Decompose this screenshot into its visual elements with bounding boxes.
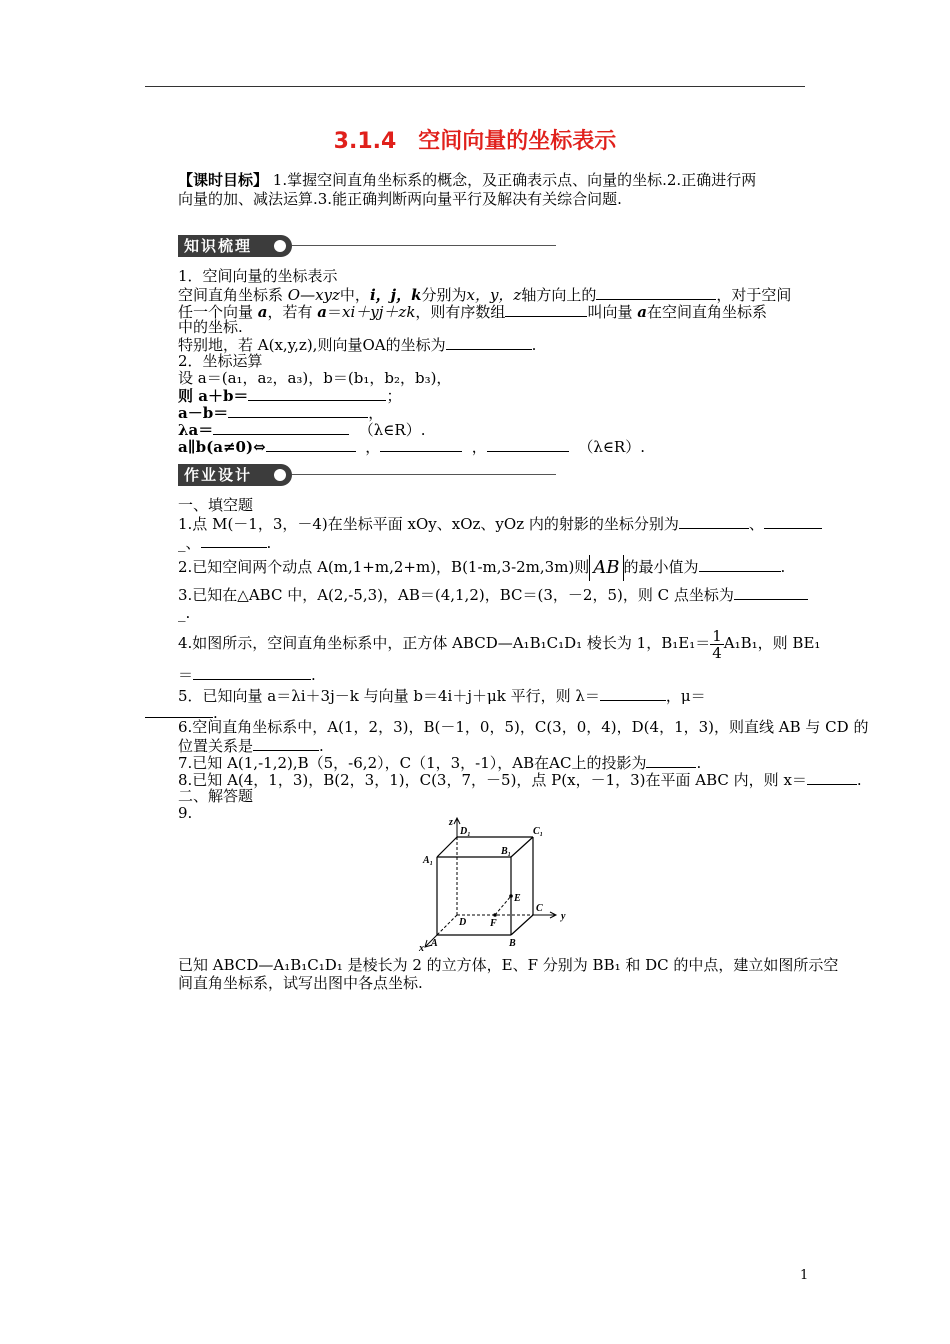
answer-blank[interactable] <box>201 533 267 548</box>
text: 2.已知空间两个动点 A(m,1+m,2+m)，B(1-m,3-2m,3m)则 <box>178 558 590 576</box>
banner-dot-icon <box>274 469 286 481</box>
label-d1: D₁ <box>460 826 471 837</box>
text: . <box>213 704 218 722</box>
question-8 <box>178 770 862 789</box>
text: . <box>696 754 702 772</box>
text: 在空间直角坐标系 <box>646 303 767 321</box>
text: 的最小值为 <box>623 558 699 576</box>
text: _. <box>178 604 191 622</box>
abs-ab: AB <box>589 555 623 581</box>
text: xi＋yj＋zk <box>342 303 416 321</box>
point-f <box>493 913 497 917</box>
text: 分别为 <box>421 286 467 304</box>
label-y: y <box>561 911 566 922</box>
text: . <box>311 666 316 684</box>
banner-rule <box>292 245 556 246</box>
question-2 <box>178 554 785 581</box>
page-number: 1 <box>800 1268 809 1283</box>
text: ， <box>368 404 384 422</box>
text: a <box>317 303 328 321</box>
banner-label: 作业设计 <box>178 464 292 486</box>
text: _、 <box>178 534 201 552</box>
label-a: A <box>431 938 438 949</box>
label-e: E <box>514 893 521 904</box>
answer-blank[interactable] <box>248 386 386 401</box>
knowledge-heading-1: 1．空间向量的坐标表示 <box>178 267 338 285</box>
page-title: 3.1.4 空间向量的坐标表示 <box>333 129 617 154</box>
label-d: D <box>459 917 467 928</box>
text: 特别地，若 A(x,y,z),则向量OA的坐标为 <box>178 336 446 354</box>
answer-blank[interactable] <box>679 514 749 529</box>
text: 8.已知 A(4，1，3)，B(2，3，1)，C(3，7，－5)，点 P(x，－1，3)在平面 ABC 内，则 x＝ <box>178 771 807 789</box>
text: 轴方向上的 <box>521 286 597 304</box>
text: 1.点 M(－1，3，－4)在坐标平面 xOy、xOz、yOz 内的射影的坐标分别为 <box>178 515 679 533</box>
numerator: 1 <box>712 626 722 645</box>
text: 7.已知 A(1,-1,2),B（5，-6,2），C（1，3，-1），AB在AC上的投影为 <box>178 754 647 772</box>
label-a1: A₁ <box>423 855 434 866</box>
text: 位置关系是 <box>178 737 254 755</box>
question-9-text-1: 已知 ABCD—A₁B₁C₁D₁ 是棱长为 2 的立方体，E、F 分别为 BB₁ 和 DC 的中点，建立如图所示空 <box>178 956 839 974</box>
question-9-text-2: 间直角坐标系，试写出图中各点坐标. <box>178 974 423 992</box>
text: . <box>319 737 324 755</box>
text: （λ∈R）. <box>358 421 426 439</box>
text: a－b＝ <box>178 404 229 422</box>
banner-rule <box>292 474 556 475</box>
fraction-one-quarter <box>710 628 724 661</box>
answer-blank[interactable] <box>446 335 532 350</box>
answer-blank[interactable] <box>253 736 319 751</box>
edge-b1-c1 <box>511 837 533 857</box>
question-9-number: 9. <box>178 804 193 822</box>
label-x: x <box>419 943 424 954</box>
question-4-cont <box>178 665 316 684</box>
segment-f-e <box>495 896 511 915</box>
text: ，则有序数组 <box>415 303 506 321</box>
answer-blank[interactable] <box>228 403 368 418</box>
header-rule <box>145 86 805 87</box>
text: ，对于空间 <box>716 286 792 304</box>
answer-blank[interactable] <box>699 557 781 572</box>
denominator: 4 <box>712 643 722 662</box>
objectives-line-1 <box>178 171 756 189</box>
answer-blank[interactable] <box>487 437 569 452</box>
answer-blank[interactable] <box>734 585 808 600</box>
question-1-cont <box>178 533 271 552</box>
knowledge-line-5: 设 a＝(a₁，a₂，a₃)，b＝(b₁，b₂，b₃)， <box>178 369 452 387</box>
knowledge-line-9 <box>178 437 645 456</box>
text: A₁B₁，则 BE₁ <box>723 634 821 652</box>
edge-b-c <box>511 915 533 935</box>
text: λa＝ <box>178 421 214 439</box>
objectives-label: 【课时目标】 <box>178 171 269 189</box>
answer-blank[interactable] <box>807 770 857 785</box>
text: a <box>637 303 647 321</box>
answer-blank[interactable] <box>600 686 666 701</box>
text: 3.已知在△ABC 中，A(2,-5,3)，AB＝(4,1,2)，BC＝(3，－2，5)，则 C 点坐标为 <box>178 586 734 604</box>
text: . <box>266 534 272 552</box>
label-c1: C₁ <box>533 826 544 837</box>
question-1 <box>178 514 822 533</box>
banner-dot-icon <box>274 240 286 252</box>
text: ＝ <box>327 303 343 321</box>
question-3-cont <box>178 604 190 622</box>
text: 、 <box>748 515 764 533</box>
answer-blank[interactable] <box>213 420 349 435</box>
label-f: F <box>490 918 497 929</box>
text: . <box>780 558 786 576</box>
question-5 <box>178 686 706 705</box>
text: 则 a＋b＝ <box>178 387 249 405</box>
text: a∥b(a≠0)⇔ <box>178 438 266 456</box>
label-b1: B₁ <box>501 846 512 857</box>
answer-blank[interactable] <box>380 437 462 452</box>
text: a <box>257 303 268 321</box>
text: i，j，k <box>369 286 422 304</box>
edge-d-a <box>437 915 457 935</box>
cube-figure <box>415 815 575 955</box>
text: x，y，z <box>466 286 522 304</box>
part2-heading: 二、解答题 <box>178 787 254 805</box>
knowledge-heading-2: 2．坐标运算 <box>178 352 263 370</box>
text: ＝ <box>178 666 194 684</box>
text: 5．已知向量 a＝λi＋3j－k 与向量 b＝4i＋j＋μk 平行，则 λ＝ <box>178 687 600 705</box>
question-6: 6.空间直角坐标系中，A(1，2，3)，B(－1，0，5)，C(3，0，4)，D(4，1，3)，则直线 AB 与 CD 的 <box>178 718 869 736</box>
answer-blank[interactable] <box>646 753 696 768</box>
point-e <box>509 894 513 898</box>
knowledge-line-2 <box>178 302 767 321</box>
text: O—xyz <box>287 286 340 304</box>
part1-heading: 一、填空题 <box>178 496 254 514</box>
banner-label: 知识梳理 <box>178 235 292 257</box>
label-c: C <box>536 903 543 914</box>
answer-blank[interactable] <box>596 285 716 300</box>
question-4 <box>178 625 820 661</box>
label-z: z <box>449 817 453 828</box>
label-b: B <box>509 938 516 949</box>
text: ， <box>471 438 487 456</box>
objectives-text-1: 1.掌握空间直角坐标系的概念，及正确表示点、向量的坐标.2.正确进行两 <box>272 171 757 189</box>
knowledge-line-3: 中的坐标. <box>178 318 243 336</box>
objectives-line-2: 向量的加、减法运算.3.能正确判断两向量平行及解决有关综合问题. <box>178 190 622 208</box>
text: 叫向量 <box>587 303 638 321</box>
text: ，若有 <box>267 303 318 321</box>
text: （λ∈R）. <box>578 438 645 456</box>
text: ， <box>365 438 381 456</box>
text: ，μ＝ <box>665 687 706 705</box>
answer-blank[interactable] <box>266 437 356 452</box>
text: 空间直角坐标系 <box>178 286 288 304</box>
question-3 <box>178 585 808 604</box>
text: ； <box>386 387 402 405</box>
text: 任一个向量 <box>178 303 258 321</box>
answer-blank[interactable] <box>193 665 311 680</box>
text: 中， <box>339 286 370 304</box>
text: . <box>856 771 862 789</box>
answer-blank[interactable] <box>764 514 822 529</box>
edge-a1-d1 <box>437 837 457 857</box>
answer-blank[interactable] <box>145 703 213 718</box>
text: . <box>531 336 537 354</box>
text: 4.如图所示，空间直角坐标系中，正方体 ABCD—A₁B₁C₁D₁ 棱长为 1，B₁E₁＝ <box>178 634 711 652</box>
answer-blank[interactable] <box>505 302 587 317</box>
